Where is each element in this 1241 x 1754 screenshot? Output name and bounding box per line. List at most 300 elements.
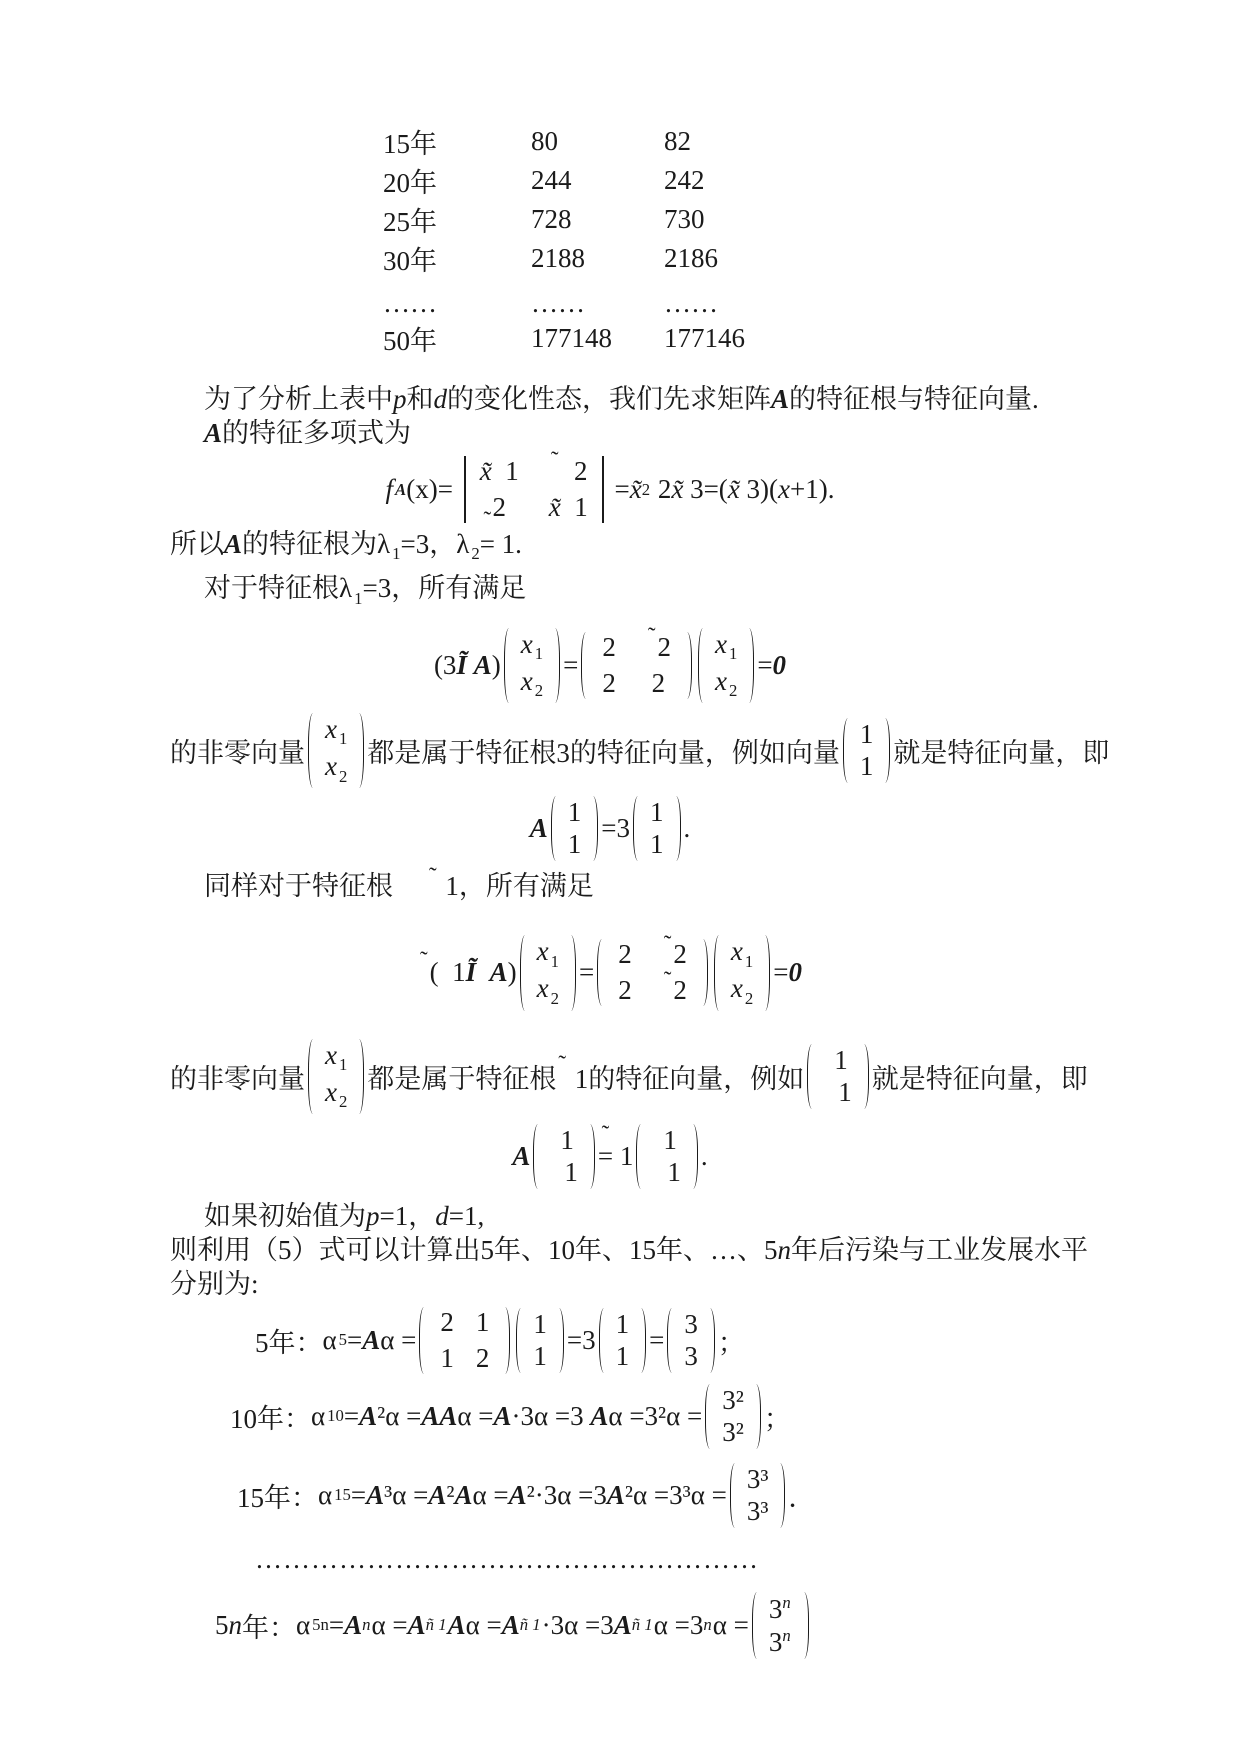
broken-minus-tilde: ˜ [647, 623, 656, 649]
vector-threes [667, 1308, 715, 1373]
alpha-symbol: α [311, 1400, 326, 1431]
vector-row [537, 938, 559, 970]
zero-vector: 0 [772, 649, 787, 680]
broken-minus-tilde: ˜ [550, 447, 559, 473]
punctuation: ． [788, 1482, 816, 1513]
math-text: 2 [657, 631, 671, 662]
paren-right [671, 796, 681, 861]
identity-I-symbol: Ĩ [456, 649, 467, 680]
paren-right [744, 628, 754, 703]
matrix-A-symbol: A [359, 1400, 378, 1431]
sub-1: 1 [550, 951, 560, 971]
vector-row [768, 1592, 792, 1624]
punctuation: ； [763, 1403, 791, 1434]
equals-sign: = [343, 1400, 360, 1431]
d-cell: 82 [664, 126, 691, 156]
sub-1: 1 [338, 729, 348, 749]
vector-column [535, 935, 561, 1010]
p-cell: 728 [531, 204, 572, 234]
paren-left [581, 632, 591, 699]
math-text: α = [472, 1479, 509, 1510]
math-var-x: x [325, 714, 337, 745]
math-var-x: x̃ [479, 456, 492, 486]
sub-2: 2 [534, 681, 544, 701]
vector-row: 3² [722, 1384, 744, 1415]
equals-with-tilde [479, 507, 495, 561]
vector-row [520, 628, 544, 664]
year-cell: 20年 [383, 168, 437, 198]
matrix-2x2 [419, 1307, 510, 1374]
d-cell: 730 [664, 204, 705, 234]
math-var-n: ñ 1 [519, 1615, 541, 1635]
math-text: α = [380, 1324, 417, 1355]
exponent-n [703, 1615, 711, 1635]
math-var-x: x̃ [548, 492, 561, 522]
paren-left [667, 1308, 677, 1373]
cjk-text: 的非零向量 [170, 738, 305, 769]
sub-1: 1 [392, 544, 401, 564]
math-text: ( [429, 957, 439, 988]
vector-row: 1 [667, 1156, 681, 1187]
vector-row: 1 [533, 1340, 547, 1371]
math-var-x: x̃ [727, 474, 740, 504]
matrix-A-symbol: A [407, 1609, 426, 1640]
sub-5n: 5n [312, 1615, 329, 1635]
paren-right [354, 713, 364, 788]
math-text: = [614, 474, 630, 504]
matrix-A-symbol: A [613, 1609, 632, 1640]
equals-sign: = [563, 649, 579, 680]
math-var-n: n [362, 1615, 371, 1635]
vector-row [731, 938, 753, 970]
matrix-A-symbol: A [493, 1400, 512, 1431]
sub-2: 2 [728, 681, 738, 701]
vector-row [325, 753, 347, 785]
cjk-text: 对于特征根λ [204, 573, 353, 604]
sub-A: A [395, 479, 407, 499]
broken-minus-tilde: ˜ [483, 507, 492, 533]
year-label: 15年： [237, 1482, 318, 1513]
paren-right [799, 1592, 809, 1659]
exponent-n-minus-1 [520, 1615, 541, 1635]
equals-sign: = [479, 529, 495, 559]
year-label: 5 [215, 1609, 229, 1640]
alpha-symbol: α [318, 1479, 333, 1510]
paren-right [636, 1308, 646, 1373]
vector-row [714, 628, 738, 664]
vector-row: 1 [533, 1308, 547, 1339]
matrix-cell [662, 930, 687, 970]
matrix-cell: 2 [602, 631, 616, 662]
vector-x [504, 628, 560, 703]
ellipsis-line [170, 1542, 1050, 1576]
d-cell: …… [664, 288, 718, 318]
matrix-A-symbol: A [489, 957, 508, 988]
sub-2: 2 [338, 766, 348, 786]
matrix-body [596, 623, 677, 699]
math-var-x: x [536, 936, 549, 967]
matrix-2x2 [597, 930, 708, 1006]
vector-column [531, 1308, 549, 1373]
cjk-text: 1，所有满足 [438, 871, 594, 902]
p-cell: 177148 [531, 323, 612, 353]
sub-1: 1 [534, 644, 544, 664]
paren-right [554, 1308, 564, 1373]
paren-right [354, 1039, 364, 1114]
paragraph-eigenvalues [170, 507, 1050, 571]
table-row-ellipsis [383, 278, 794, 319]
vector-column [713, 628, 739, 703]
paragraph-respectively [170, 1267, 1050, 1301]
paren-right [588, 796, 598, 861]
math-text: ²α =3³α = [624, 1479, 727, 1510]
math-var-d: d [435, 1200, 449, 1231]
matrix-cell [549, 447, 588, 486]
math-text: 1 [438, 957, 466, 988]
vector-column [519, 628, 545, 703]
paren-left [698, 628, 708, 703]
vector-row [520, 665, 544, 701]
paren-left [714, 935, 724, 1010]
vector-column [729, 935, 755, 1010]
vector-column [323, 713, 349, 788]
vector-row: 1 [834, 1044, 848, 1075]
equals-with-tilde [597, 1120, 614, 1172]
matrix-body [612, 930, 693, 1006]
year-label: 年： [242, 1612, 296, 1643]
vector-column [648, 796, 666, 861]
cjk-text: 同样对于特征根 [204, 871, 393, 902]
p-cell: 244 [531, 165, 572, 195]
matrix-A-symbol: A [771, 384, 790, 414]
sub-10: 10 [327, 1406, 344, 1426]
det-bar-left [464, 456, 466, 523]
vector-row: 3³ [746, 1495, 769, 1526]
cjk-text: 的变化性态，我们先求矩阵 [447, 384, 771, 414]
math-text: . [700, 1140, 708, 1171]
math-var-n: n [782, 1592, 791, 1612]
matrix-body [434, 1307, 495, 1374]
math-var-x: x [520, 665, 533, 696]
cjk-text: 都是属于特征根 [367, 1063, 557, 1094]
vector-ones [516, 1308, 564, 1373]
paren-right [775, 1463, 785, 1528]
punctuation: ； [717, 1327, 745, 1358]
math-var-x: x [730, 936, 743, 967]
table-row [383, 239, 794, 278]
paren-left [308, 713, 318, 788]
matrix-2x2 [474, 447, 594, 523]
math-text: =1, [448, 1200, 485, 1231]
d-cell: 242 [664, 165, 705, 195]
broken-minus-tilde: ˜ [601, 1120, 610, 1146]
exponent-n [362, 1615, 370, 1635]
equals-sign: = [328, 1609, 345, 1640]
matrix-A-symbol: A [590, 1400, 609, 1431]
vector-row: 1 [663, 1124, 677, 1155]
vector-row: 1 [615, 1308, 630, 1339]
cjk-text: 年后污染与工业发展水平 [791, 1234, 1088, 1265]
paren-left [843, 718, 853, 783]
math-text: +1). [790, 474, 835, 504]
math-text: =3 [601, 813, 630, 844]
sub-1: 1 [338, 1054, 348, 1074]
paren-left [807, 1044, 817, 1109]
table-row [383, 122, 794, 161]
cjk-text: =3，所有满足 [362, 573, 527, 604]
vector-column [720, 1384, 746, 1449]
math-var-x: x̃ [671, 474, 684, 504]
math-var-x: x [520, 628, 533, 659]
year-cell: 25年 [383, 207, 437, 237]
body-text [170, 382, 1110, 1659]
math-text: . [683, 813, 691, 844]
vector-row [325, 1076, 348, 1112]
math-var-f: f [385, 474, 394, 504]
math-text: 1 [613, 1140, 634, 1171]
broken-minus-tilde: ˜ [558, 1050, 566, 1076]
cjk-text: 的特征根与特征向量. [789, 384, 1039, 414]
paragraph-initial-values [170, 1199, 1050, 1233]
math-var-n: n [228, 1609, 242, 1640]
vector-x [520, 935, 576, 1010]
vector-row [768, 1625, 792, 1657]
cjk-text: 所以 [170, 529, 224, 559]
vector-one-negone [533, 1124, 595, 1189]
math-text: 1 [491, 456, 519, 486]
vector-3n [752, 1592, 809, 1659]
broken-minus-tilde: ˜ [429, 862, 437, 888]
vector-row: 1 [615, 1340, 630, 1371]
formula-year5n [170, 1592, 1050, 1659]
vector-one-negone [807, 1044, 869, 1109]
paren-right [585, 1124, 595, 1189]
vector-row: 1 [560, 1124, 574, 1155]
year-label: 5年： [255, 1327, 323, 1358]
paren-right [880, 718, 890, 783]
paren-left [752, 1592, 762, 1659]
paren-left [308, 1039, 318, 1114]
math-var-x: x [325, 1076, 337, 1107]
math-text: =1， [379, 1200, 436, 1231]
alpha-symbol: α [322, 1324, 337, 1355]
math-var-p: p [366, 1200, 380, 1231]
zero-vector: 0 [788, 957, 802, 988]
vector-row [325, 716, 347, 748]
paren-left [520, 935, 530, 1010]
math-text: 2 [651, 474, 672, 504]
math-text: α =3 [653, 1609, 704, 1640]
vector-row: 3 [684, 1340, 698, 1371]
vector-ones [551, 796, 599, 861]
math-text: α = [371, 1609, 408, 1640]
math-text: ²α = [377, 1400, 422, 1431]
cjk-text: 的特征多项式为 [222, 418, 412, 448]
p-cell: …… [531, 288, 585, 318]
math-var-x: x [714, 665, 727, 696]
math-var-d: d [433, 384, 447, 414]
exponent-n-minus-1 [426, 1615, 447, 1635]
vector-column [858, 718, 876, 783]
year-pd-table [383, 122, 794, 358]
formula-year5 [170, 1307, 1050, 1374]
paragraph-nonzero-2 [170, 1039, 1088, 1114]
matrix-cell: 2 [618, 975, 632, 1006]
sub-15: 15 [334, 1485, 351, 1505]
paren-right [500, 1307, 510, 1374]
math-text: ) [491, 649, 501, 680]
math-text: ·3α =3 [511, 1400, 591, 1431]
paren-right [859, 1044, 869, 1109]
paren-left [504, 628, 514, 703]
cjk-text: 的特征根为λ [242, 529, 391, 559]
determinant [456, 447, 612, 523]
matrix-A-symbol: A [428, 1479, 447, 1510]
vector-row [731, 975, 753, 1007]
sub-2: 2 [744, 988, 754, 1008]
vector-column [323, 1039, 349, 1114]
math-text: 3 [768, 1626, 783, 1657]
matrix-A-symbol: A [362, 1324, 381, 1355]
matrix-A-symbol: A [366, 1479, 385, 1510]
spacer [467, 650, 474, 681]
math-var-x: x [325, 1039, 337, 1070]
paren-left [636, 1124, 646, 1189]
math-text: 2 [560, 456, 588, 486]
paren-right [751, 1384, 761, 1449]
matrix-A-symbol: A [529, 813, 548, 844]
math-text: ) [507, 957, 517, 988]
vector-row: 1 [564, 1156, 578, 1187]
matrix-cell: 2 [475, 1342, 490, 1373]
equals-sign: = [347, 1324, 363, 1355]
year-cell: …… [383, 288, 437, 318]
cjk-text: 的非零向量 [170, 1063, 305, 1094]
math-text: ² [446, 1479, 455, 1510]
formula-year15 [170, 1463, 1050, 1528]
paren-left [633, 796, 643, 861]
math-text: ³α = [384, 1479, 429, 1510]
identity-I-symbol: Ĩ [465, 957, 477, 988]
vector-column [566, 796, 584, 861]
math-text: 1. [494, 529, 522, 559]
d-cell: 2186 [664, 243, 718, 273]
cjk-text: 如果初始值为 [204, 1200, 366, 1231]
vector-column [682, 1308, 700, 1373]
math-var-p: p [393, 384, 407, 414]
paren-right [682, 632, 692, 699]
paren-right [566, 935, 576, 1010]
vector-row: 3² [722, 1416, 744, 1447]
paren-right [688, 1124, 698, 1189]
paren-left [419, 1307, 429, 1374]
p-cell: 80 [531, 126, 558, 156]
paren-left [551, 796, 561, 861]
sub-1: 1 [354, 588, 363, 608]
vector-row: 3 [684, 1308, 698, 1339]
matrix-A-symbol: A [204, 418, 223, 448]
paragraph-intro [170, 382, 1050, 416]
vector-ones [633, 796, 681, 861]
vector-3cube [730, 1463, 786, 1528]
math-text: 2 [673, 975, 687, 1006]
math-var-n: ñ 1 [631, 1615, 653, 1635]
cjk-text: 为了分析上表中 [204, 384, 393, 414]
paren-left [516, 1308, 526, 1373]
vector-row: 3³ [746, 1463, 769, 1494]
vector-row: 1 [650, 797, 664, 828]
paragraph-poly [170, 416, 1050, 450]
sub-1: 1 [744, 951, 754, 971]
math-text: =3 [566, 1324, 596, 1355]
vector-row: 1 [650, 829, 664, 860]
paren-left [533, 1124, 543, 1189]
vector-x [308, 713, 364, 788]
cjk-text: 就是特征向量，即 [893, 738, 1110, 769]
math-text: 3=( [683, 474, 728, 504]
year-cell: 50年 [383, 326, 437, 356]
vector-ones [843, 718, 891, 783]
math-var-n: ñ 1 [425, 1615, 447, 1635]
vector-row: 1 [859, 751, 874, 782]
math-var-n: n [703, 1615, 712, 1635]
vector-row [537, 975, 559, 1007]
matrix-cell [646, 623, 671, 662]
matrix-A-symbol: A [447, 1609, 466, 1640]
matrix-AA-symbol: AA [421, 1400, 458, 1431]
cjk-text: 则利用（5）式可以计算出5年、10年、15年、…、5 [170, 1234, 778, 1265]
vector-x [698, 628, 754, 703]
equals-sign: = [579, 957, 595, 988]
matrix-cell [662, 966, 687, 1006]
formula-neg1I-minus-A [170, 930, 1050, 1010]
math-var-x: x [536, 973, 549, 1004]
p-cell: 2188 [531, 243, 585, 273]
math-text: 2 [673, 939, 687, 970]
d-cell: 177146 [664, 323, 745, 353]
vector-row [714, 665, 738, 701]
matrix-2x2 [581, 623, 692, 699]
matrix-A-symbol: A [473, 649, 492, 680]
table-row [383, 319, 794, 358]
math-text: α = [465, 1609, 502, 1640]
table-row [383, 200, 794, 239]
det-bar-right [602, 456, 604, 523]
formula-year10 [170, 1384, 1050, 1449]
paragraph-same-root [170, 862, 1050, 905]
ellipsis-text: ……………………………………………… [255, 1543, 759, 1574]
math-var-n: n [777, 1234, 791, 1265]
paragraph-nonzero-1 [170, 713, 1110, 788]
vector-3sq [705, 1384, 761, 1449]
matrix-cell: 2 [618, 939, 632, 970]
equals-sign: = [649, 1324, 665, 1355]
cjk-text: 分别为: [170, 1268, 259, 1299]
math-text: α = [712, 1609, 749, 1640]
matrix-cell: 2 [440, 1306, 454, 1337]
broken-minus-tilde: ˜ [663, 966, 672, 992]
vector-row: 1 [567, 829, 582, 860]
paren-left [705, 1384, 715, 1449]
vector-ones [599, 1308, 647, 1373]
math-text: ·3α =3 [541, 1609, 614, 1640]
math-text: 1 [560, 492, 588, 522]
matrix-cell: 2 [651, 667, 666, 698]
matrix-cell: 2 [602, 667, 616, 698]
cjk-text: 1的特征向量，例如 [568, 1063, 805, 1094]
formula-characteristic-polynomial [170, 447, 1050, 523]
vector-column [767, 1592, 794, 1659]
